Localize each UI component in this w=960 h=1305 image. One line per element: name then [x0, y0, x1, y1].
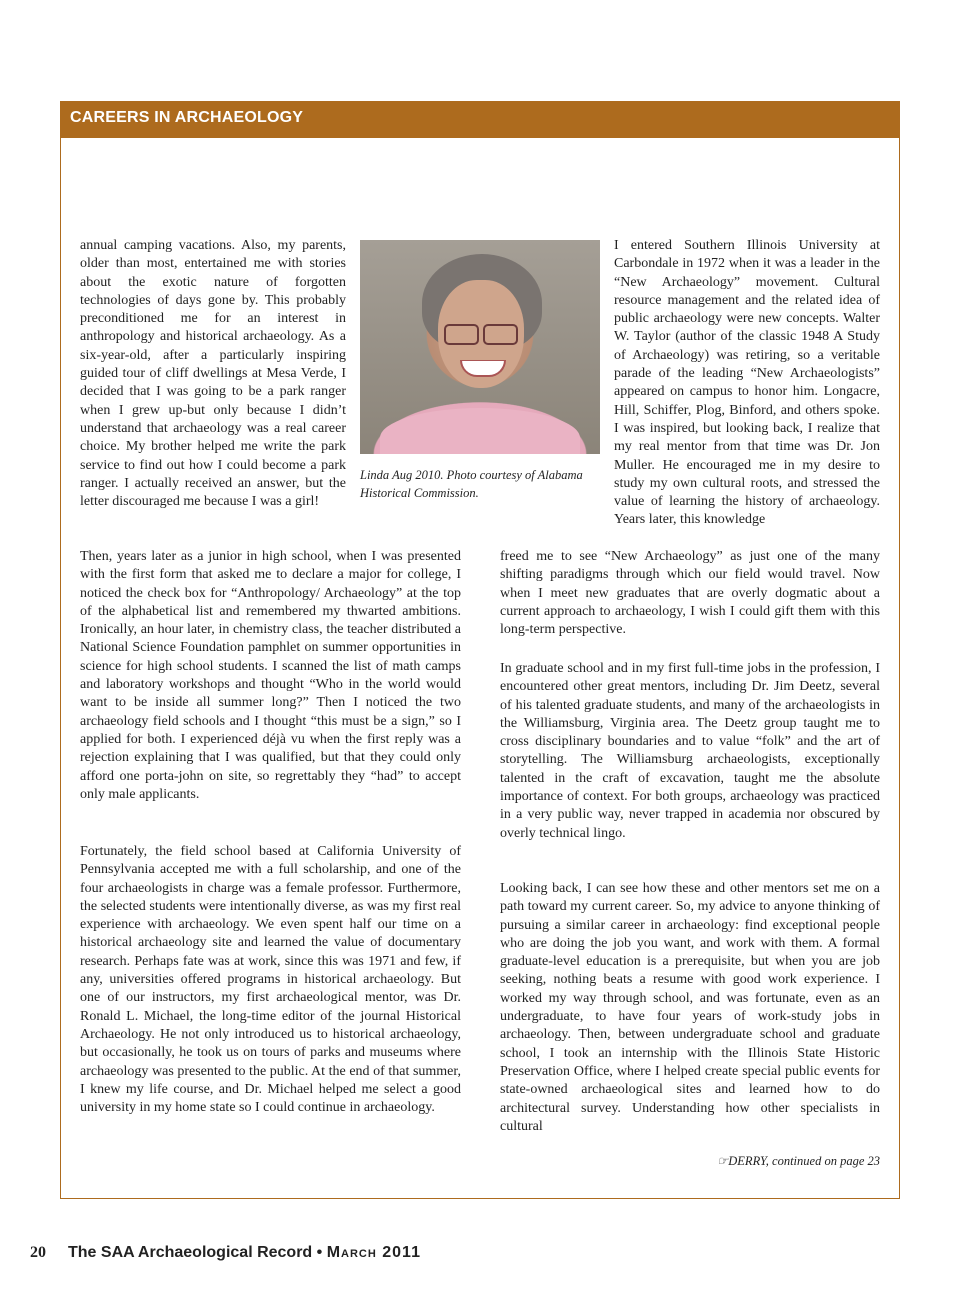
left-paragraph-3: Fortunately, the field school based at California University of Pennsylvania accepted me with a full scholarship, and one of the four archaeologists in charge was a female professor. Furthermore, the selected students were intentionally diverse, as was my first real experience with archaeology. We even spent half our time on a historical archaeology site and learned the value of documentary research. Perhaps fate was at work, since this was 1971 and few, if any, universities offered programs in historical archaeology. But one of our instructors, my first archaeological mentor, was Dr. Ronald L. Michael, the long-time editor of the journal Historical Archaeology. He not only introduced us to historical archaeology, but occasionally, he took us on tours of parks and museums where archaeology was presented to the public. At the end of that summer, I knew my life course, and Dr. Michael helped me select a good university in my home state so I could continue in archaeology.: [80, 844, 461, 1116]
issue-date: March 2011: [326, 1244, 421, 1261]
section-header: [60, 101, 900, 138]
right-paragraph-2: In graduate school and in my first full-time jobs in the profession, I encountered other great mentors, including Dr. Jim Deetz, several of his talented graduate students, and many of the archaeologists in the Williamsburg, Virginia area. The Deetz group taught me to cross disciplinary boundaries and to value “folk” and the art of storytelling. The Williamsburg archaeologists, exceptionally talented in the craft of excavation, taught me the absolute importance of context. For both groups, archaeology was practiced in a very public way, never trapped in academia nor obscured by overly technical lingo.: [500, 661, 880, 841]
publication-title: The SAA Archaeological Record •: [68, 1244, 327, 1261]
right-paragraph-3: Looking back, I can see how these and other mentors set me on a path toward my current career. So, my advice to anyone thinking of pursuing a similar career in archaeology: find exceptional people who are doing the job you want, and work with them. A formal graduate-level education is a prerequisite, but when you are job seeking, nothing beats a resume with good work experience. I worked my way through school, and was fortunate, even as an undergraduate, to have four years of work-study jobs in archaeology. Then, between undergraduate school and graduate school, I took an internship with the Illinois State Historic Preservation Office, where I helped create special public events for state-owned archaeological sites and learned how to do architectural survey. Understanding how other specialists in cultural: [500, 881, 880, 1134]
right-paragraph-1-cont: freed me to see “New Archaeology” as just one of the many shifting paradigms through which our field would travel. Now when I meet new graduates that are overly dogmatic about a current approach to archaeology, I wish I could gift them with this long-term perspective.: [500, 549, 880, 638]
section-title: CAREERS IN ARCHAEOLOGY: [70, 109, 304, 126]
page-number: 20: [30, 1244, 46, 1261]
continued-note: ☞DERRY, continued on page 23: [717, 1154, 880, 1168]
left-paragraph-2: Then, years later as a junior in high school, when I was presented with the first form that asked me to declare a major for college, I noticed the check box for “Anthropology/ Archaeology” at the top of the alphabetical list and remembered my thwarted ambitions. Ironically, an hour later, in chemistry class, the teacher distributed a National Science Foundation pamphlet on summer opportunities in science for high school students. I scanned the list of math camps and laboratory workshops and thought “Who in the world would want to be inside all summer long?” Then I noticed the two archaeology field schools and I thought “this must be a sign,” so I applied for both. I experienced déjà vu when the first reply was a rejection explaining that I was qualified, but that they could only afford one porta-john on site, so regrettably they “had” to accept only male applicants.: [80, 549, 461, 802]
photo-caption: Linda Aug 2010. Photo courtesy of Alabama Historical Commission.: [360, 468, 583, 500]
page-footer: [30, 1244, 421, 1262]
right-paragraph-1: I entered Southern Illinois University at Carbondale in 1972 when it was a leader in the “New Archaeology” movement. Cultural resource management and the related idea of public archaeology were new concepts. Walter W. Taylor (author of the classic 1948 A Study of Archaeology) was retiring, so a veritable parade of the leading “New Archaeologists” appeared on campus to honor him. Longacre, Hill, Schiffer, Plog, Binford, and others spoke. I was inspired, but looking back, I realize that my real mentor from that time was Dr. Jon Muller. He encouraged me in my desire to study my own cultural roots, and stressed the value of learning the history of archaeology. Years later, this knowledge: [614, 238, 880, 528]
left-paragraph-1: annual camping vacations. Also, my parents, older than most, entertained me with stories about the exotic nature of forgotten technologies of days gone by. This probably preconditioned me for an interest in anthropology and historical archaeology. As a six-year-old, after a particularly inspiring guided tour of cliff dwellings at Mesa Verde, I decided that I was going to be a park ranger when I grew up-but only because I didn’t understand that archaeology was a real career choice. My brother helped me write the park service to find out how I could become a park ranger. I actually received an answer, but the letter discouraged me because I was a girl!: [80, 238, 346, 510]
portrait-photo: [360, 240, 600, 454]
